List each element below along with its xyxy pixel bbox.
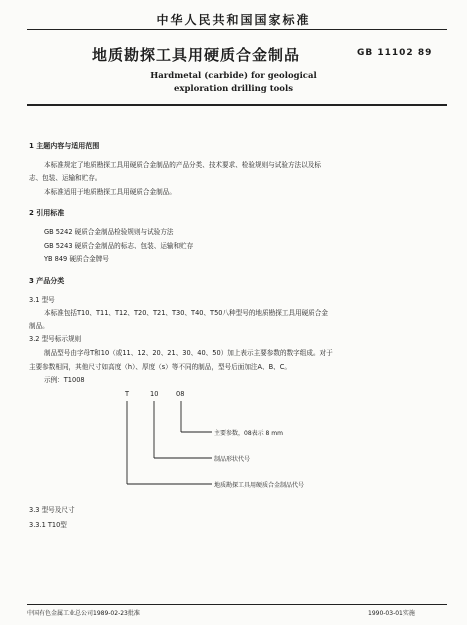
- section1-heading: 1 主题内容与适用范围: [29, 142, 100, 150]
- label-shape-code: 制品形状代号: [214, 456, 251, 463]
- footer-rule: [27, 604, 447, 605]
- section3-1-heading: 3.1 型号: [29, 296, 55, 304]
- reference-item: YB 849 硬质合金牌号: [44, 255, 109, 263]
- section3-1-line2: 制品。: [29, 322, 49, 330]
- section3-3-heading: 3.3 型号及尺寸: [29, 506, 75, 514]
- reference-item: GB 5242 硬质合金制品检验规则与试验方法: [44, 228, 174, 236]
- section1-para2: 本标准适用于地质勘探工具用硬质合金制品。: [44, 188, 176, 196]
- reference-item: GB 5243 硬质合金制品的标志、包装、运输和贮存: [44, 242, 194, 250]
- section3-heading: 3 产品分类: [29, 277, 65, 285]
- model-number-10: 10: [150, 390, 159, 398]
- section2-heading: 2 引用标准: [29, 209, 65, 217]
- section1-para1-line1: 本标准规定了地质勘探工具用硬质合金制品的产品分类、技术要求、检验规则与试验方法以及标: [44, 161, 321, 169]
- approval-date: 中国有色金属工业总公司1989-02-23批准: [27, 610, 140, 617]
- section3-2-line1: 制品型号由字母T和10（或11、12、20、21、30、40、50）加上表示主要参数的数字组成。对于: [44, 349, 333, 357]
- implementation-date: 1990-03-01实施: [368, 610, 415, 617]
- standard-code: GB 11102 89: [357, 48, 433, 58]
- model-letter-t: T: [125, 390, 130, 398]
- section3-3-1-heading: 3.3.1 T10型: [29, 521, 67, 529]
- model-number-08: 08: [176, 390, 185, 398]
- standard-series-header: 中华人民共和国国家标准: [156, 13, 311, 27]
- section3-1-line1: 本标准包括T10、T11、T12、T20、T21、T30、T40、T50八种型号的地质勘探工具用硬质合金: [44, 309, 328, 317]
- section3-2-line2: 主要参数相同，其他尺寸如高度（h）、厚度（s）等不同的制品，型号后面加注A、B、C。: [29, 363, 291, 371]
- label-product-code: 地质勘探工具用硬质合金制品代号: [214, 482, 305, 489]
- example-label: 示例：T1008: [44, 376, 85, 384]
- section1-para1-line2: 志、包装、运输和贮存。: [29, 174, 102, 182]
- section3-2-heading: 3.2 型号标示规则: [29, 335, 82, 343]
- label-main-parameter: 主要参数，08表示 8 mm: [214, 430, 283, 437]
- english-title-line1: Hardmetal (carbide) for geological: [150, 71, 317, 81]
- document-title: 地质勘探工具用硬质合金制品: [92, 46, 301, 64]
- english-title-line2: exploration drilling tools: [174, 84, 293, 94]
